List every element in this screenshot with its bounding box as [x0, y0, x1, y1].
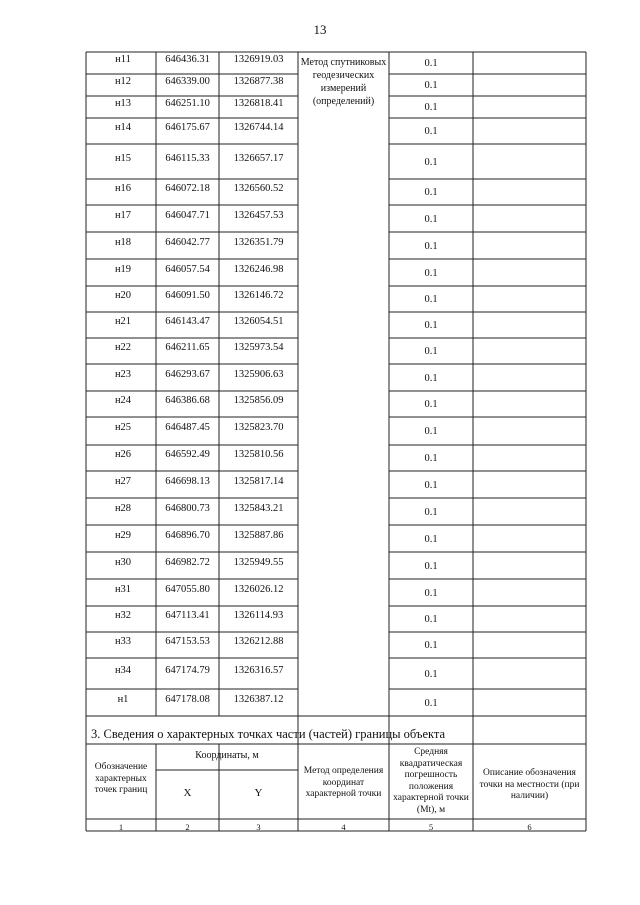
accuracy-value: 0.1: [424, 187, 438, 198]
coord-x: 646339.00: [165, 76, 210, 87]
point-name: н21: [114, 316, 132, 327]
accuracy-value: 0.1: [424, 453, 438, 464]
accuracy-value: 0.1: [424, 668, 438, 680]
coord-y: 1326818.41: [233, 98, 284, 109]
accuracy-value: 0.1: [424, 640, 438, 651]
header-x: X: [183, 787, 192, 799]
accuracy-value: 0.1: [424, 240, 438, 252]
point-name: н33: [114, 636, 132, 647]
coord-x: 646251.10: [165, 98, 210, 109]
coord-y: 1326457.53: [233, 209, 284, 221]
point-name: н18: [114, 236, 132, 248]
column-number-5: 5: [428, 822, 434, 832]
coord-y: 1326246.98: [233, 263, 284, 275]
coord-x: 646592.49: [165, 449, 210, 460]
point-name: н1: [117, 693, 129, 705]
accuracy-value: 0.1: [424, 479, 438, 491]
header-description: Описание обозначения точки на местности (при наличии): [479, 768, 580, 801]
coord-y: 1326877.38: [233, 76, 284, 87]
point-name: н26: [114, 449, 132, 460]
column-number-3: 3: [256, 822, 261, 832]
accuracy-value: 0.1: [424, 126, 438, 137]
accuracy-value: 0.1: [424, 587, 438, 599]
column-number-2: 2: [185, 822, 190, 832]
accuracy-value: 0.1: [424, 399, 438, 410]
point-name: н27: [114, 475, 132, 487]
header-accuracy: Средняя квадратическая погрешность положения характерной точки (Mt), м: [393, 747, 469, 815]
coord-y: 1326212.88: [233, 636, 284, 647]
coord-y: 1326026.12: [233, 583, 284, 595]
point-name: н17: [114, 209, 132, 221]
point-name: н11: [115, 54, 131, 65]
point-name: н16: [114, 183, 132, 194]
coord-y: 1326657.17: [233, 152, 284, 164]
coord-x: 647174.79: [165, 664, 210, 676]
coord-x: 646982.72: [165, 556, 210, 568]
accuracy-value: 0.1: [424, 58, 438, 69]
coord-y: 1326351.79: [233, 236, 284, 248]
point-name: н12: [114, 76, 132, 87]
coord-y: 1325856.09: [233, 395, 284, 406]
coord-x: 646896.70: [165, 529, 210, 541]
coord-y: 1325843.21: [233, 502, 284, 514]
point-name: н22: [114, 342, 132, 353]
accuracy-value: 0.1: [424, 102, 438, 113]
header-point-designation: Обозначение характерных точек границ: [94, 762, 148, 795]
point-name: н13: [114, 98, 132, 109]
point-name: н15: [114, 152, 132, 164]
coord-x: 646115.33: [165, 152, 210, 164]
column-number-6: 6: [527, 822, 532, 832]
coord-y: 1326146.72: [233, 290, 284, 301]
accuracy-value: 0.1: [424, 80, 438, 91]
coord-y: 1325810.56: [233, 449, 284, 460]
coord-x: 646293.67: [165, 368, 210, 380]
accuracy-value: 0.1: [424, 346, 438, 357]
column-number-1: 1: [118, 822, 124, 832]
coord-y: 1326114.93: [233, 610, 284, 621]
section-title: 3. Сведения о характерных точках части (частей) границы объекта: [91, 727, 446, 741]
point-name: н31: [114, 583, 132, 595]
accuracy-value: 0.1: [424, 156, 438, 168]
coord-x: 646211.65: [165, 342, 210, 353]
coord-y: 1326744.14: [233, 122, 284, 133]
coord-x: 646800.73: [165, 502, 210, 514]
accuracy-value: 0.1: [424, 697, 438, 709]
accuracy-value: 0.1: [424, 294, 438, 305]
header-coordinates: Координаты, м: [195, 750, 259, 761]
coord-y: 1326054.51: [233, 316, 284, 327]
coord-x: 646487.45: [165, 422, 210, 433]
accuracy-value: 0.1: [424, 614, 438, 625]
coord-y: 1326387.12: [233, 693, 284, 705]
coord-x: 646386.68: [165, 395, 210, 406]
coord-x: 646698.13: [165, 475, 210, 487]
accuracy-value: 0.1: [424, 267, 438, 279]
coord-y: 1325973.54: [233, 342, 284, 353]
coord-x: 646143.47: [165, 316, 210, 327]
coord-x: 647153.53: [165, 636, 210, 647]
coord-y: 1325823.70: [233, 422, 284, 433]
page-number: 13: [313, 22, 327, 37]
point-name: н34: [114, 664, 132, 676]
coord-x: 646042.77: [165, 236, 210, 248]
point-name: н32: [114, 610, 132, 621]
point-name: н19: [114, 263, 132, 275]
column-number-4: 4: [341, 822, 346, 832]
accuracy-value: 0.1: [424, 533, 438, 545]
point-name: н28: [114, 502, 132, 514]
point-name: н14: [114, 122, 132, 133]
coord-y: 1325887.86: [233, 529, 284, 541]
header-method: Метод определения координат характерной точки: [303, 766, 384, 799]
header-y: Y: [254, 787, 263, 799]
point-name: н23: [114, 368, 132, 380]
coord-x: 647113.41: [165, 610, 210, 621]
point-name: н20: [114, 290, 132, 301]
coord-y: 1325906.63: [233, 368, 284, 380]
coord-x: 646047.71: [165, 209, 210, 221]
coord-x: 646072.18: [165, 183, 210, 194]
coord-y: 1326919.03: [233, 54, 284, 65]
coord-x: 646175.67: [165, 122, 210, 133]
accuracy-value: 0.1: [424, 372, 438, 384]
coord-y: 1326560.52: [233, 183, 284, 194]
coord-y: 1325949.55: [233, 556, 284, 568]
coord-x: 647178.08: [165, 693, 210, 705]
point-name: н24: [114, 395, 132, 406]
accuracy-value: 0.1: [424, 213, 438, 225]
accuracy-value: 0.1: [424, 506, 438, 518]
accuracy-value: 0.1: [424, 426, 438, 437]
point-name: н30: [114, 556, 132, 568]
coord-x: 646436.31: [165, 54, 210, 65]
coord-y: 1325817.14: [233, 475, 284, 487]
coord-x: 646057.54: [165, 263, 210, 275]
accuracy-value: 0.1: [424, 560, 438, 572]
point-name: н29: [114, 529, 132, 541]
coord-x: 647055.80: [165, 583, 210, 595]
coord-x: 646091.50: [165, 290, 210, 301]
coord-y: 1326316.57: [233, 664, 284, 676]
point-name: н25: [114, 422, 132, 433]
accuracy-value: 0.1: [424, 320, 438, 331]
method-cell: Метод спутниковых геодезических измерений (определений): [300, 57, 387, 107]
